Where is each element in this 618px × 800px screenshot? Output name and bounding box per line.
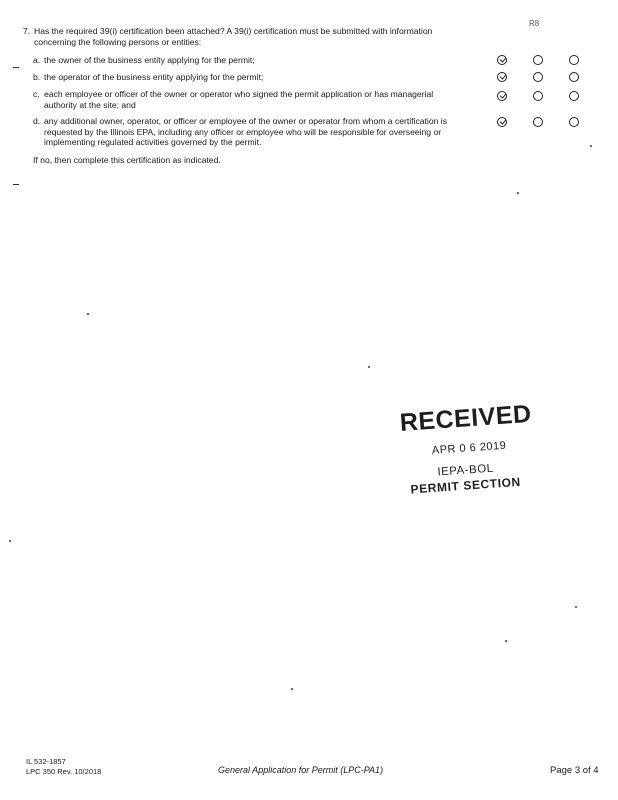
item-label: d. [33, 116, 41, 126]
page-number: Page 3 of 4 [550, 765, 599, 776]
item-text: each employee or officer of the owner or operator who signed the permit application or has managerial authority at the site; and [44, 89, 434, 110]
radio-d-na[interactable] [569, 117, 579, 127]
question-text: Has the required 39(i) certification been attached? A 39(i) certification must be submitted with information concerning the following persons or entities: [34, 26, 433, 47]
item-text: the operator of the business entity applying for the permit; [44, 72, 264, 82]
form-title: General Application for Permit (LPC-PA1) [218, 765, 384, 775]
radio-b-no[interactable] [533, 72, 543, 82]
stamp-org: IEPA-BOL [437, 462, 494, 479]
item-text: any additional owner, operator, or officer or employee of the owner or operator from whom a certification is requested by the Illinois EPA, including any officer or employee who will be responsible for overseeing or implementing regulated activities governed by the permit. [44, 116, 447, 147]
stamp-title: RECEIVED [398, 399, 533, 437]
scan-speck [368, 366, 370, 368]
scan-speck [517, 192, 519, 194]
scan-speck [291, 688, 293, 690]
stamp-date: APR 0 6 2019 [431, 439, 507, 457]
radio-d-yes[interactable] [497, 117, 507, 127]
radio-d-no[interactable] [533, 117, 543, 127]
margin-dash [13, 184, 19, 185]
item-text: the owner of the business entity applying for the permit; [44, 55, 255, 65]
scan-speck [505, 640, 507, 642]
form-revision: LPC 350 Rev. 10/2018 [26, 766, 102, 776]
radio-b-na[interactable] [569, 72, 579, 82]
scan-speck [590, 145, 592, 147]
item-label: c. [33, 89, 40, 99]
radio-a-yes[interactable] [497, 55, 507, 65]
form-id: IL 532-1857 [26, 757, 66, 766]
item-label: a. [33, 55, 41, 65]
question-number: 7. [23, 26, 31, 36]
item-label: b. [33, 72, 41, 82]
radio-b-yes[interactable] [497, 72, 507, 82]
radio-c-no[interactable] [533, 91, 543, 101]
margin-dash [13, 67, 19, 68]
scan-speck [575, 606, 577, 608]
scan-speck [87, 313, 89, 315]
radio-c-na[interactable] [569, 91, 579, 101]
page-mark: R8 [529, 19, 540, 28]
stamp-section: PERMIT SECTION [410, 474, 522, 497]
received-stamp [395, 395, 552, 505]
radio-a-na[interactable] [569, 55, 579, 65]
radio-a-no[interactable] [533, 55, 543, 65]
scan-speck [9, 540, 11, 542]
radio-c-yes[interactable] [497, 91, 507, 101]
instruction-note: If no, then complete this certification as indicated. [33, 155, 221, 165]
form-info [26, 757, 101, 776]
